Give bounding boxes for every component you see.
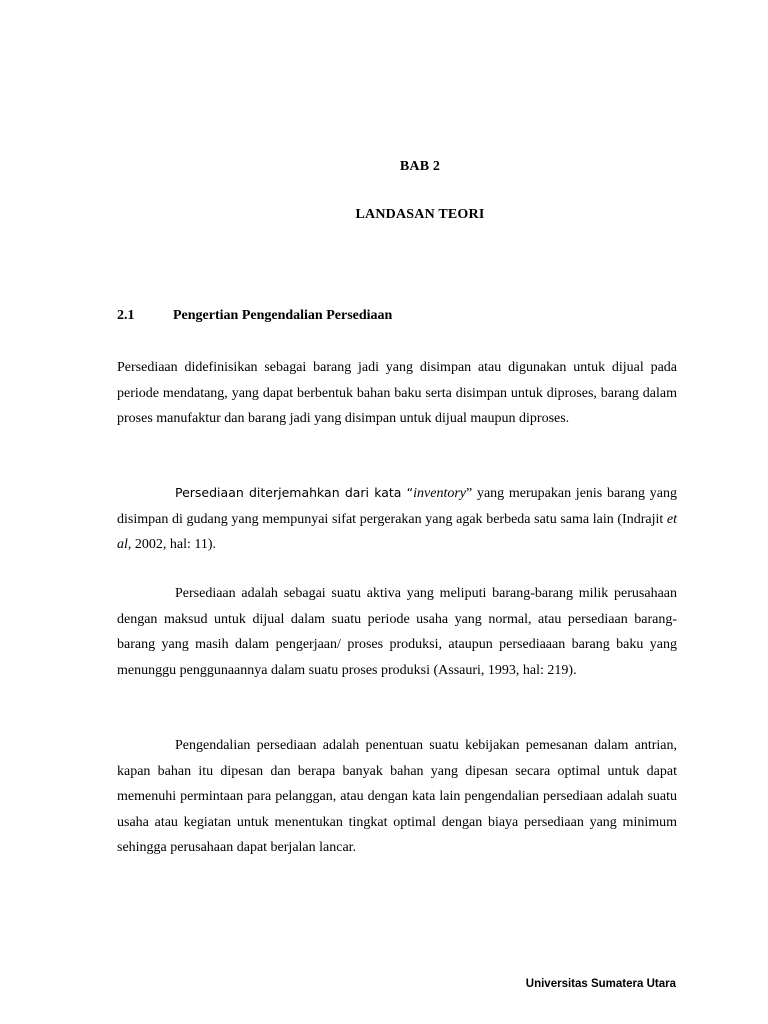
chapter-number: BAB 2 <box>399 159 441 174</box>
paragraph-inventory-term <box>117 480 677 558</box>
section-heading <box>117 308 392 324</box>
citation-tail: , 2002, hal: 11). <box>127 537 217 552</box>
paragraph-text: Persediaan adalah sebagai suatu aktiva yang meliputi barang-barang milik perusahaan dengan maksud untuk dijual dalam suatu periode usaha yang normal, atau persediaan barang-barang yang masih dalam pengerjaan/ proses produksi, ataupun persediaaan barang baku yang menunggu penggunaannya dalam suatu proses produksi (Assauri, 1993, hal: 219). <box>117 586 677 678</box>
et-al-text: et al <box>117 511 677 552</box>
paragraph-definition: Persediaan didefinisikan sebagai barang jadi yang disimpan atau digunakan untuk dijual pada periode mendatang, yang dapat berbentuk bahan baku serta disimpan untuk diproses, barang dalam proses manufaktur dan barang jadi yang disimpan untuk dijual maupun diproses. <box>117 360 677 426</box>
inventory-term: inventory <box>413 486 467 501</box>
paragraph-lead-text: Persediaan diterjemahkan dari kata “ <box>175 485 414 500</box>
paragraph-assets <box>117 581 677 683</box>
footer-institution: Universitas Sumatera Utara <box>525 978 676 990</box>
chapter-title: LANDASAN TEORI <box>355 207 485 222</box>
paragraph-body-text: ” yang merupakan jenis barang yang disimpan di gudang yang mempunyai sifat pergerakan yang agak berbeda satu sama lain (Indrajit <box>117 486 677 527</box>
section-title: Pengertian Pengendalian Persediaan <box>173 308 393 323</box>
paragraph-text: Pengendalian persediaan adalah penentuan suatu kebijakan pemesanan dalam antrian, kapan bahan itu dipesan dan berapa banyak bahan yang dipesan secara optimal untuk dapat memenuhi permintaan para pelanggan, atau dengan kata lain pengendalian persediaan adalah suatu usaha atau kegiatan untuk menentukan tingkat optimal dengan biaya persediaan yang minimum sehingga perusahaan dapat berjalan lancar. <box>117 738 677 855</box>
section-number: 2.1 <box>117 308 135 323</box>
paragraph-control <box>117 733 677 861</box>
